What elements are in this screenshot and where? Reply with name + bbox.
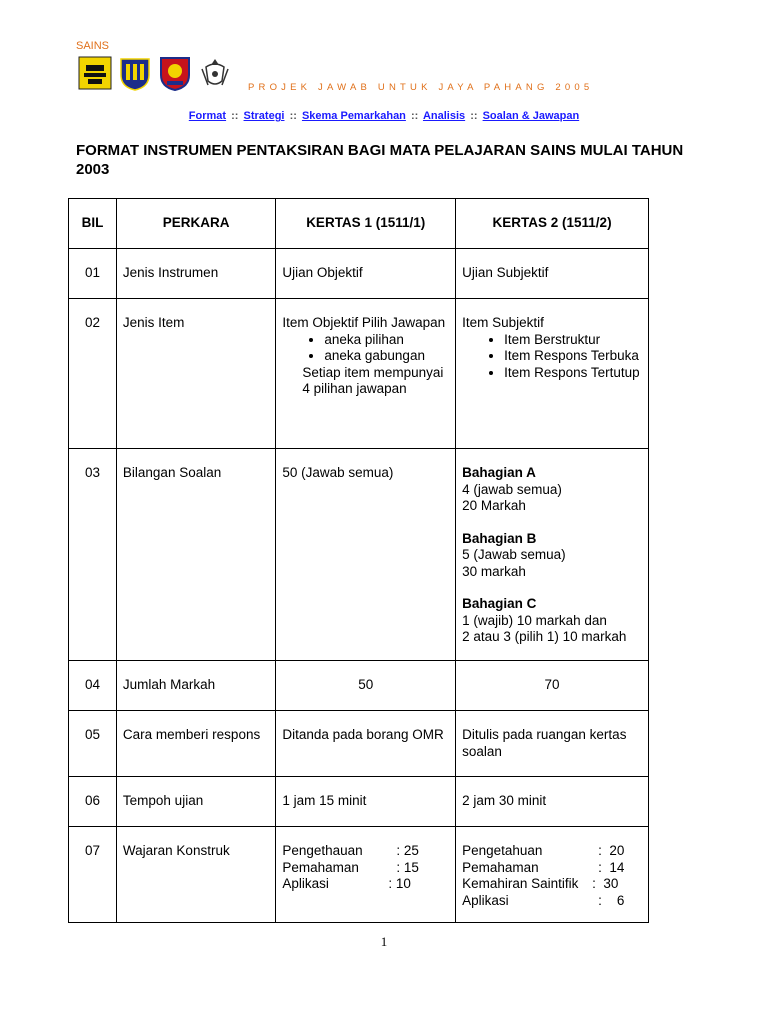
row-perkara: Jenis Item	[116, 299, 275, 449]
row-kertas-1: Ditanda pada borang OMR	[276, 711, 456, 777]
sains-label: SAINS	[76, 40, 110, 52]
nav-separator: ::	[470, 110, 478, 122]
table-row	[69, 711, 649, 777]
column-header-perkara: PERKARA	[116, 199, 275, 249]
construct-name: Pemahaman	[462, 859, 539, 875]
row-number: 03	[69, 449, 117, 661]
nav-separator: ::	[231, 110, 239, 122]
section-line: 5 (Jawab semua)	[462, 547, 566, 562]
weight-row	[462, 843, 642, 860]
row-perkara: Cara memberi respons	[116, 711, 275, 777]
row-kertas-1: 1 jam 15 minit	[276, 777, 456, 827]
row-perkara: Tempoh ujian	[116, 777, 275, 827]
row-kertas-2: 70	[456, 661, 649, 711]
construct-weight: : 20	[598, 843, 625, 858]
column-header-bil: BIL	[69, 199, 117, 249]
table-row	[69, 299, 649, 449]
list-item: • Item Berstruktur	[504, 332, 642, 349]
format-table	[68, 198, 649, 923]
row-number: 01	[69, 249, 117, 299]
construct-weight: : 30	[592, 876, 619, 891]
table-row	[69, 827, 649, 923]
table-header-row	[69, 199, 649, 249]
nav-separator: ::	[289, 110, 297, 122]
section-line: 2 atau 3 (pilih 1) 10 markah	[462, 629, 627, 644]
row-kertas-2	[456, 299, 649, 449]
weight-row	[282, 843, 449, 860]
row-number: 06	[69, 777, 117, 827]
weight-row	[282, 876, 449, 893]
row-number: 04	[69, 661, 117, 711]
row-perkara: Bilangan Soalan	[116, 449, 275, 661]
construct-name: Pengetahuan	[462, 843, 543, 858]
row-kertas-2	[456, 827, 649, 923]
list-item: • Item Respons Tertutup	[504, 365, 642, 382]
row-number: 02	[69, 299, 117, 449]
logo-strip	[78, 54, 232, 92]
row-kertas-2: Ujian Subjektif	[456, 249, 649, 299]
row-perkara: Wajaran Konstruk	[116, 827, 275, 923]
construct-weight: : 15	[396, 859, 419, 875]
bullet-list	[462, 332, 642, 382]
table-row	[69, 661, 649, 711]
project-tagline: PROJEK JAWAB UNTUK JAYA PAHANG 2005	[248, 82, 594, 93]
construct-name: Kemahiran Saintifik	[462, 876, 579, 891]
table-row	[69, 449, 649, 661]
table-row	[69, 249, 649, 299]
section-line: 30 markah	[462, 563, 526, 579]
bullet-list	[282, 332, 449, 365]
construct-weight: : 25	[396, 843, 419, 858]
section-heading: Bahagian A	[462, 465, 536, 480]
row-kertas-2	[456, 449, 649, 661]
row-kertas-1: Ujian Objektif	[276, 249, 456, 299]
construct-name: Aplikasi	[462, 892, 509, 908]
construct-name: Pengethauan	[282, 843, 363, 858]
section-line: 4 (jawab semua)	[462, 481, 562, 497]
construct-weight: : 14	[598, 859, 625, 875]
nav-link-analisis[interactable]: Analisis	[422, 110, 466, 122]
weight-row	[462, 876, 642, 893]
nav-link-strategi[interactable]: Strategi	[243, 110, 285, 122]
row-kertas-1: 50 (Jawab semua)	[276, 449, 456, 661]
top-navigation	[0, 110, 768, 122]
row-number: 05	[69, 711, 117, 777]
coat-of-arms-icon	[198, 55, 232, 91]
document-title: FORMAT INSTRUMEN PENTAKSIRAN BAGI MATA PELAJARAN SAINS MULAI TAHUN 2003	[76, 142, 684, 178]
cell-intro: Item Objektif Pilih Jawapan	[282, 315, 446, 330]
section-heading: Bahagian B	[462, 530, 537, 546]
column-header-kertas-1: KERTAS 1 (1511/1)	[276, 199, 456, 249]
row-kertas-2: 2 jam 30 minit	[456, 777, 649, 827]
list-item: • aneka pilihan	[324, 332, 449, 349]
section-line: 1 (wajib) 10 markah dan	[462, 612, 607, 628]
nav-link-format[interactable]: Format	[188, 110, 227, 122]
section-line: 20 Markah	[462, 498, 526, 513]
weight-row	[282, 860, 449, 877]
school-logo-icon	[78, 55, 112, 91]
state-emblem-icon	[158, 55, 192, 91]
row-kertas-1	[276, 299, 456, 449]
row-kertas-1	[276, 827, 456, 923]
page-number: 1	[380, 934, 388, 949]
construct-name: Aplikasi	[282, 876, 329, 891]
construct-weight: : 6	[598, 892, 625, 908]
section-heading: Bahagian C	[462, 596, 537, 611]
cell-intro: Item Subjektif	[462, 315, 544, 330]
row-kertas-1: 50	[276, 661, 456, 711]
row-kertas-2: Ditulis pada ruangan kertas soalan	[456, 711, 649, 777]
row-perkara: Jumlah Markah	[116, 661, 275, 711]
nav-link-skema-pemarkahan[interactable]: Skema Pemarkahan	[301, 110, 406, 122]
list-item: • Item Respons Terbuka	[504, 348, 642, 365]
nav-separator: ::	[410, 110, 419, 122]
construct-name: Pemahaman	[282, 859, 359, 875]
weight-row	[462, 893, 642, 910]
table-row	[69, 777, 649, 827]
row-number: 07	[69, 827, 117, 923]
weight-row	[462, 860, 642, 877]
row-perkara: Jenis Instrumen	[116, 249, 275, 299]
column-header-kertas-2: KERTAS 2 (1511/2)	[456, 199, 649, 249]
crest-logo-icon	[118, 55, 152, 91]
nav-link-soalan-jawapan[interactable]: Soalan & Jawapan	[482, 110, 580, 122]
construct-weight: : 10	[388, 876, 411, 891]
list-item: • aneka gabungan	[324, 348, 449, 365]
cell-outro: Setiap item mempunyai 4 pilihan jawapan	[302, 364, 444, 396]
